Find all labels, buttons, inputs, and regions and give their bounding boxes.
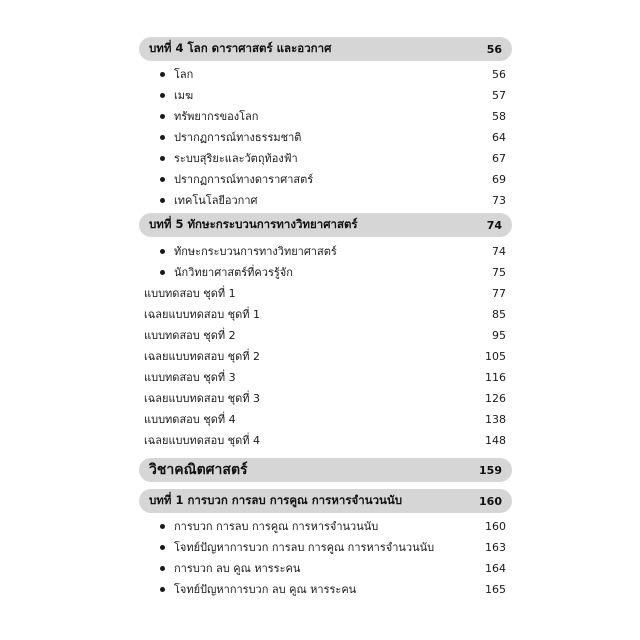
item-label: โจทย์ปัญหาการบวก การลบ การคูณ การหารจำนวนนับ xyxy=(174,541,435,554)
chapter-heading xyxy=(139,213,512,237)
chapter-title: บทที่ 4 โลก ดาราศาสตร์ และอวกาศ xyxy=(149,41,332,55)
page-number: 75 xyxy=(492,265,506,279)
list-item xyxy=(160,85,506,105)
page-number: 56 xyxy=(486,42,502,56)
page-number: 126 xyxy=(485,391,506,405)
bullet-icon xyxy=(160,545,165,550)
item-label: เทคโนโลยีอวกาศ xyxy=(174,194,258,207)
item-label: แบบทดสอบ ชุดที่ 3 xyxy=(144,371,236,384)
bullet-icon xyxy=(160,270,165,275)
bullet-icon xyxy=(160,587,165,592)
test-entry xyxy=(144,409,506,429)
item-label: แบบทดสอบ ชุดที่ 2 xyxy=(144,329,236,342)
test-entry xyxy=(144,283,506,303)
bullet-icon xyxy=(160,135,165,140)
list-item xyxy=(160,537,506,557)
item-label: นักวิทยาศาสตร์ที่ควรรู้จัก xyxy=(174,266,293,279)
list-item xyxy=(160,106,506,126)
item-label: เฉลยแบบทดสอบ ชุดที่ 3 xyxy=(144,392,261,405)
page-number: 160 xyxy=(479,494,502,508)
item-label: เฉลยแบบทดสอบ ชุดที่ 1 xyxy=(144,308,261,321)
subject-heading xyxy=(139,458,512,482)
item-label: การบวก การลบ การคูณ การหารจำนวนนับ xyxy=(174,520,379,533)
chapter-heading xyxy=(139,37,512,61)
item-label: ทรัพยากรของโลก xyxy=(174,110,259,123)
bullet-icon xyxy=(160,156,165,161)
test-entry xyxy=(144,325,506,345)
item-label: โจทย์ปัญหาการบวก ลบ คูณ หารระคน xyxy=(174,583,357,596)
chapter-title: บทที่ 5 ทักษะกระบวนการทางวิทยาศาสตร์ xyxy=(149,217,358,231)
page-number: 95 xyxy=(492,328,506,342)
page-number: 160 xyxy=(485,519,506,533)
item-label: แบบทดสอบ ชุดที่ 4 xyxy=(144,413,236,426)
page-number: 163 xyxy=(485,540,506,554)
test-entry xyxy=(144,367,506,387)
list-item xyxy=(160,148,506,168)
page-number: 159 xyxy=(479,463,502,477)
chapter-heading xyxy=(139,489,512,513)
bullet-icon xyxy=(160,72,165,77)
page-number: 138 xyxy=(485,412,506,426)
list-item xyxy=(160,262,506,282)
page-number: 116 xyxy=(485,370,506,384)
bullet-icon xyxy=(160,114,165,119)
list-item xyxy=(160,241,506,261)
page-number: 165 xyxy=(485,582,506,596)
item-label: ทักษะกระบวนการทางวิทยาศาสตร์ xyxy=(174,245,337,258)
list-item xyxy=(160,558,506,578)
page-number: 148 xyxy=(485,433,506,447)
page-number: 74 xyxy=(486,218,502,232)
item-label: เฉลยแบบทดสอบ ชุดที่ 4 xyxy=(144,434,261,447)
test-entry xyxy=(144,346,506,366)
chapter-title: บทที่ 1 การบวก การลบ การคูณ การหารจำนวนนับ xyxy=(149,493,403,507)
item-label: เมฆ xyxy=(174,89,194,102)
list-item xyxy=(160,169,506,189)
bullet-icon xyxy=(160,566,165,571)
page-number: 164 xyxy=(485,561,506,575)
bullet-icon xyxy=(160,524,165,529)
test-entry xyxy=(144,388,506,408)
list-item xyxy=(160,579,506,599)
subject-title: วิชาคณิตศาสตร์ xyxy=(149,462,248,478)
page-number: 69 xyxy=(492,172,506,186)
item-label: โลก xyxy=(174,68,194,81)
bullet-icon xyxy=(160,93,165,98)
list-item xyxy=(160,127,506,147)
item-label: ปรากฏการณ์ทางธรรมชาติ xyxy=(174,131,302,144)
bullet-icon xyxy=(160,198,165,203)
page-number: 85 xyxy=(492,307,506,321)
page-number: 105 xyxy=(485,349,506,363)
item-label: ระบบสุริยะและวัตถุท้องฟ้า xyxy=(174,152,298,165)
item-label: แบบทดสอบ ชุดที่ 1 xyxy=(144,287,236,300)
item-label: ปรากฏการณ์ทางดาราศาสตร์ xyxy=(174,173,314,186)
page-number: 56 xyxy=(492,67,506,81)
test-entry xyxy=(144,304,506,324)
list-item xyxy=(160,516,506,536)
page-number: 57 xyxy=(492,88,506,102)
page-number: 77 xyxy=(492,286,506,300)
bullet-icon xyxy=(160,177,165,182)
page-number: 74 xyxy=(492,244,506,258)
item-label: การบวก ลบ คูณ หารระคน xyxy=(174,562,301,575)
page-number: 67 xyxy=(492,151,506,165)
page-number: 64 xyxy=(492,130,506,144)
page-number: 58 xyxy=(492,109,506,123)
list-item xyxy=(160,190,506,210)
list-item xyxy=(160,64,506,84)
item-label: เฉลยแบบทดสอบ ชุดที่ 2 xyxy=(144,350,261,363)
page-number: 73 xyxy=(492,193,506,207)
bullet-icon xyxy=(160,249,165,254)
test-entry xyxy=(144,430,506,450)
